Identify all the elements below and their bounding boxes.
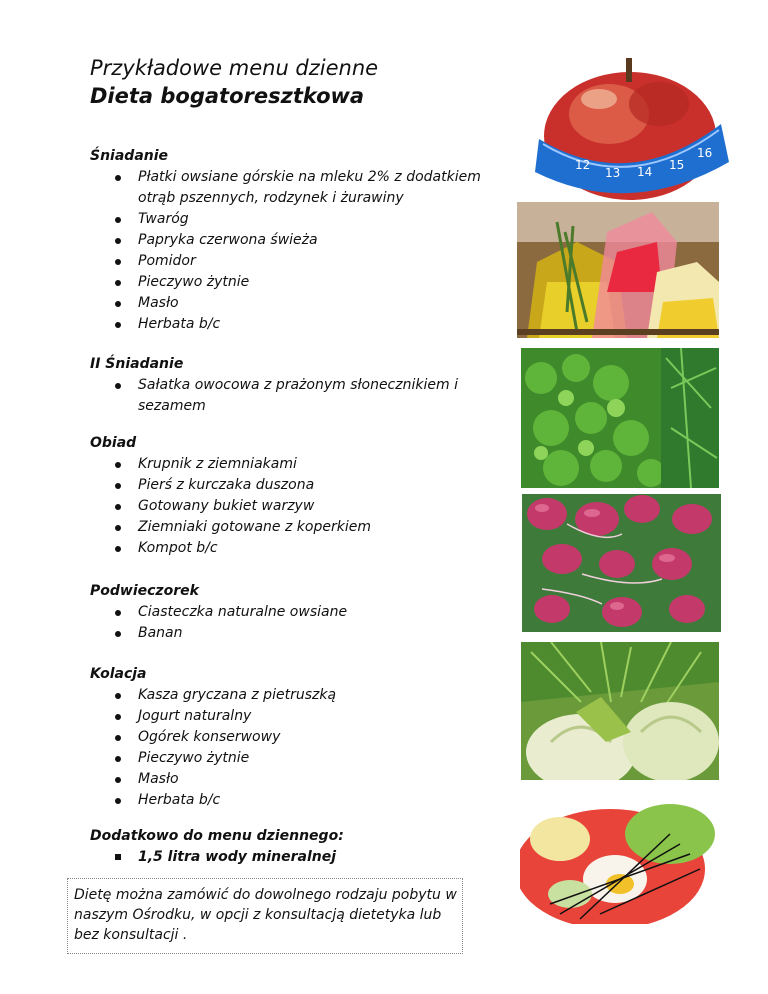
section-dinner [90,664,510,811]
list-item: Herbata b/c [90,790,510,811]
list-item: Gotowany bukiet warzyw [90,496,510,517]
list-item: 1,5 litra wody mineralnej [90,847,510,868]
section-breakfast [90,146,510,335]
info-note-text: Dietę można zamówić do dowolnego rodzaju pobytu w naszym Ośrodku, w opcji z konsultacją dietetyka lub bez konsultacji . [74,887,457,943]
list-item: Płatki owsiane górskie na mleku 2% z dodatkiem otrąb pszennych, rodzynek i żurawiny [90,167,510,209]
page-title-line2: Dieta bogatoresztkowa [90,84,365,108]
tape-number: 15 [669,158,685,172]
section-lunch [90,433,510,559]
tape-number: 14 [637,165,653,179]
section-second-breakfast [90,354,510,417]
list-item: Ziemniaki gotowane z koperkiem [90,517,510,538]
list-item: Ciasteczka naturalne owsiane [90,602,510,623]
list-item: Twaróg [90,209,510,230]
section-heading: Śniadanie [90,148,169,164]
list-item: Banan [90,623,510,644]
list-item: Kompot b/c [90,538,510,559]
radishes-photo [522,494,721,632]
tape-number: 13 [605,166,621,180]
menu-list [90,847,510,868]
menu-list [90,454,510,559]
tape-number: 16 [697,146,713,160]
section-extra [90,826,510,868]
info-note-box [67,878,463,954]
menu-list [90,685,510,811]
fennel-photo [521,642,719,780]
list-item: Herbata b/c [90,314,510,335]
page-title-line1: Przykładowe menu dzienne [90,56,379,80]
list-item: Pieczywo żytnie [90,272,510,293]
list-item: Kasza gryczana z pietruszką [90,685,510,706]
list-item: Masło [90,769,510,790]
section-heading: Podwieczorek [90,583,199,599]
list-item: Sałatka owocowa z prażonym słonecznikiem i sezamem [90,375,510,417]
sandwich-plate-photo [520,794,719,924]
tape-number: 12 [575,158,591,172]
menu-list [90,602,510,644]
section-heading: II Śniadanie [90,356,184,372]
menu-list [90,167,510,335]
herbs-greens-photo [521,348,719,488]
oil-bottles-photo [517,202,719,338]
list-item: Masło [90,293,510,314]
section-heading: Obiad [90,435,137,451]
apple-measuring-tape-photo [529,44,731,202]
list-item: Papryka czerwona świeża [90,230,510,251]
menu-list [90,375,510,417]
section-afternoon-snack [90,581,510,644]
section-heading: Kolacja [90,666,147,682]
list-item: Jogurt naturalny [90,706,510,727]
list-item: Pierś z kurczaka duszona [90,475,510,496]
list-item: Ogórek konserwowy [90,727,510,748]
list-item: Pomidor [90,251,510,272]
section-heading: Dodatkowo do menu dziennego: [90,828,344,844]
list-item: Pieczywo żytnie [90,748,510,769]
list-item: Krupnik z ziemniakami [90,454,510,475]
